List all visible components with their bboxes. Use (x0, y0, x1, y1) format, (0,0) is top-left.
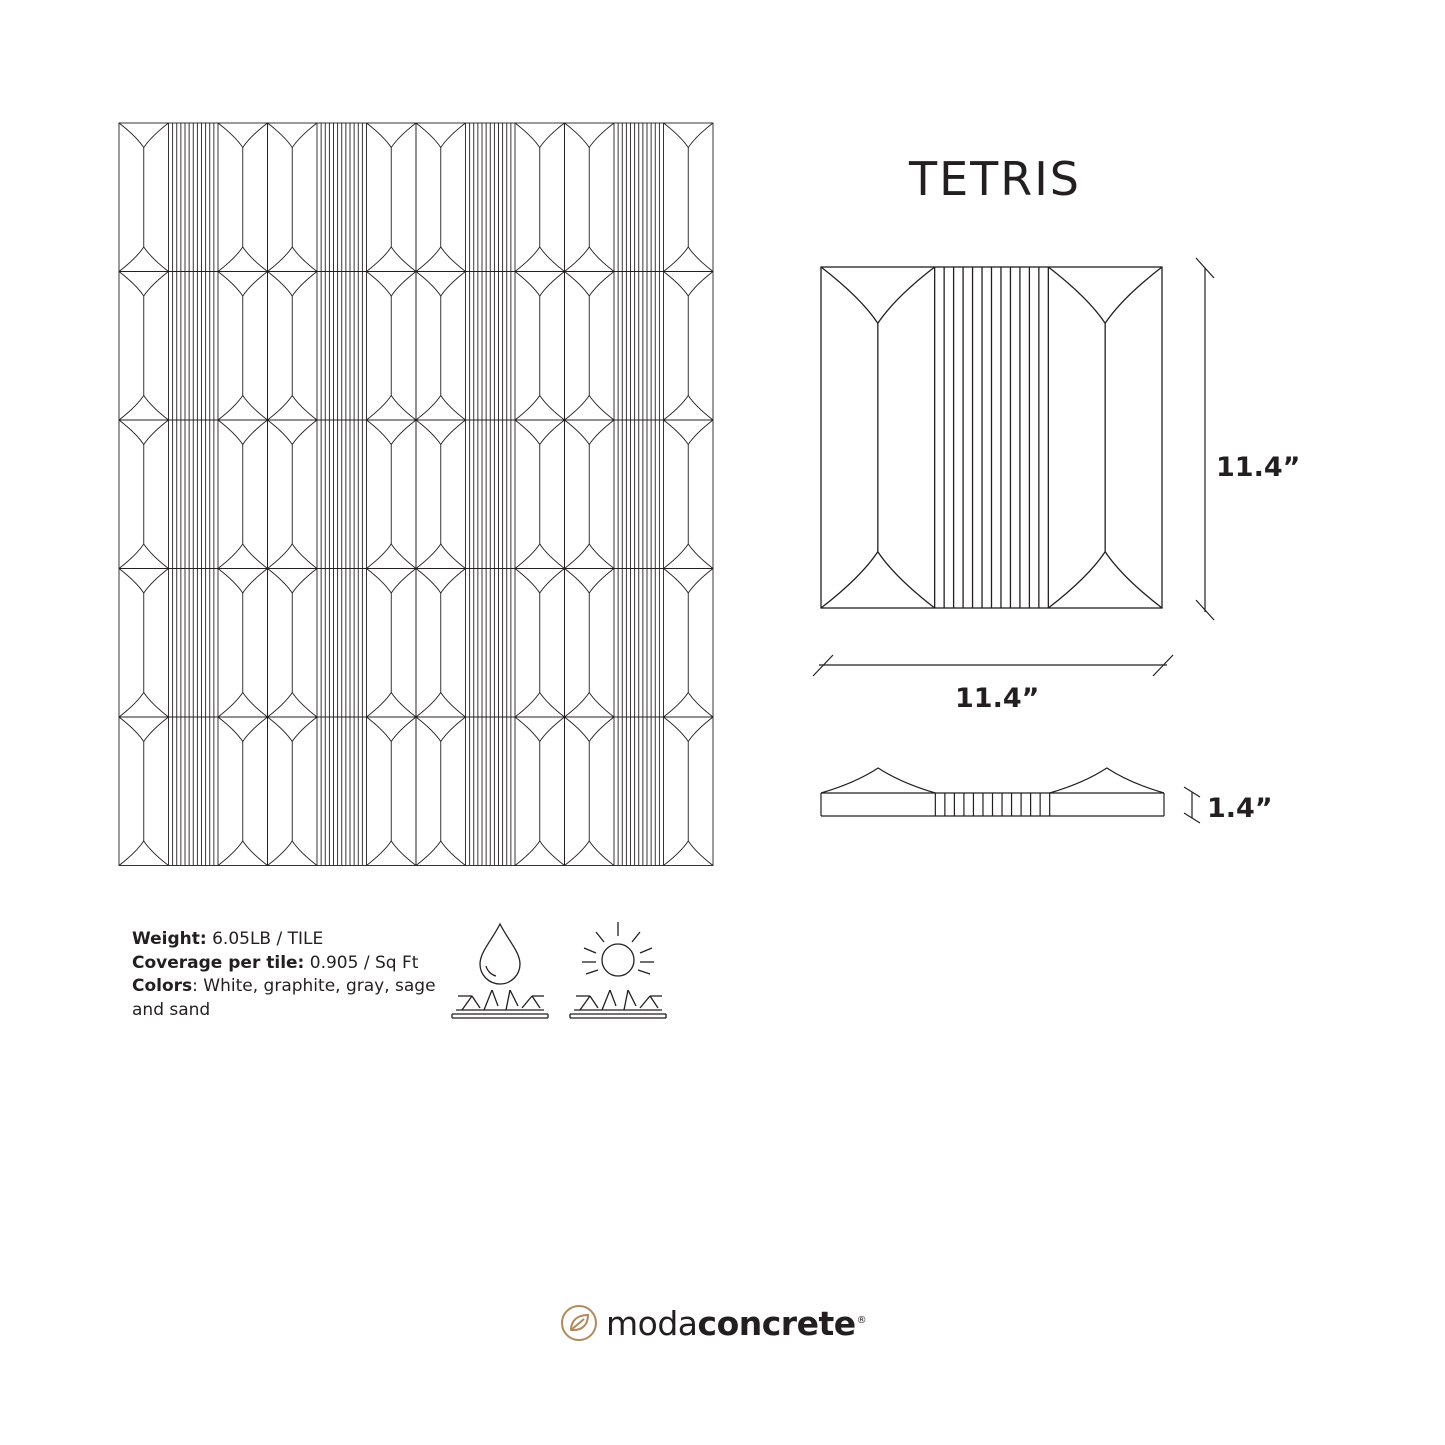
tile-bevel (119, 717, 169, 742)
tile-bevel (367, 123, 417, 148)
tile-bevel (664, 692, 714, 717)
tile-pattern-preview (0, 0, 730, 880)
tile-bevel (218, 420, 268, 445)
pattern-tile (565, 420, 714, 569)
pattern-tile (416, 717, 565, 866)
tile-bevel (367, 569, 417, 594)
product-title: TETRIS (909, 152, 1081, 206)
tile-bevel (664, 247, 714, 272)
pattern-tile (268, 272, 417, 421)
depth-dimension-label: 1.4” (1207, 793, 1273, 824)
tile-bevel (664, 420, 714, 445)
pattern-tile (119, 420, 268, 569)
tile-bevel (367, 395, 417, 420)
weight-spec: Weight: 6.05LB / TILE (132, 929, 324, 949)
pattern-tile (268, 569, 417, 718)
tile-bevel (268, 247, 318, 272)
tile-bevel (268, 395, 318, 420)
tile-bevel (367, 420, 417, 445)
tile-bevel (367, 717, 417, 742)
tile-bevel (565, 692, 615, 717)
tile-bevel (416, 123, 466, 148)
tile-bevel (664, 272, 714, 297)
pattern-tile (416, 420, 565, 569)
tile-bevel (565, 544, 615, 569)
tile-bevel (367, 692, 417, 717)
pattern-tile (416, 272, 565, 421)
tile-bevel (367, 841, 417, 866)
tile-bevel (268, 841, 318, 866)
tile-bevel (119, 420, 169, 445)
tile-bevel (268, 544, 318, 569)
tile-bevel (218, 395, 268, 420)
tile-bevel (119, 692, 169, 717)
pattern-tile (119, 717, 268, 866)
tile-bevel (515, 247, 565, 272)
tile-bevel (664, 841, 714, 866)
tile-bevel (416, 569, 466, 594)
tile-bevel (416, 692, 466, 717)
tile-bevel (416, 717, 466, 742)
tile-bevel (119, 841, 169, 866)
tile-bevel (119, 395, 169, 420)
tile-bevel (664, 123, 714, 148)
tile-bevel (119, 569, 169, 594)
tile-bevel (565, 247, 615, 272)
tile-bevel (416, 247, 466, 272)
tile-bevel (565, 272, 615, 297)
tile-bevel (664, 544, 714, 569)
tile-bevel (664, 569, 714, 594)
tile-bevel (367, 247, 417, 272)
pattern-tile (268, 717, 417, 866)
tile-bevel (1048, 267, 1162, 323)
pattern-tile (416, 123, 565, 272)
tile-side-view (800, 755, 1210, 835)
tile-bevel (119, 123, 169, 148)
tile-bevel (218, 123, 268, 148)
tile-bevel (268, 692, 318, 717)
tile-bevel (268, 123, 318, 148)
tile-bevel (515, 717, 565, 742)
tile-bevel (218, 841, 268, 866)
side-peak (821, 768, 935, 793)
tile-bevel (565, 395, 615, 420)
pattern-tile (268, 420, 417, 569)
front-tile (821, 267, 1162, 608)
tile-bevel (565, 569, 615, 594)
tile-bevel (416, 544, 466, 569)
tile-bevel (1048, 552, 1162, 608)
tile-bevel (218, 247, 268, 272)
pattern-tile (268, 123, 417, 272)
tile-bevel (515, 841, 565, 866)
tile-bevel (218, 272, 268, 297)
pattern-tile (565, 569, 714, 718)
tile-bevel (268, 272, 318, 297)
tile-bevel (367, 544, 417, 569)
pattern-tile (119, 123, 268, 272)
pattern-tile (119, 569, 268, 718)
pattern-tile (416, 569, 565, 718)
tile-bevel (664, 395, 714, 420)
tile-bevel (218, 692, 268, 717)
coverage-spec: Coverage per tile: 0.905 / Sq Ft (132, 952, 419, 973)
tile-bevel (515, 395, 565, 420)
tile-bevel (565, 841, 615, 866)
side-peak (1050, 768, 1164, 793)
brand-name: modaconcrete® (606, 1303, 867, 1343)
water-resistant-icon (448, 918, 552, 1022)
tile-bevel (821, 552, 935, 608)
tile-front-view (800, 250, 1240, 730)
tile-bevel (119, 544, 169, 569)
specifications (132, 928, 452, 1022)
tile-bevel (565, 123, 615, 148)
pattern-tile (565, 123, 714, 272)
colors-spec: Colors: White, graphite, gray, sage and sand (132, 976, 436, 1020)
tile-bevel (218, 544, 268, 569)
tile-bevel (416, 395, 466, 420)
tile-bevel (218, 569, 268, 594)
tile-bevel (515, 692, 565, 717)
uv-resistant-icon (566, 918, 670, 1022)
tile-bevel (268, 717, 318, 742)
tile-bevel (416, 272, 466, 297)
tile-bevel (664, 717, 714, 742)
tile-bevel (367, 272, 417, 297)
tile-bevel (515, 420, 565, 445)
tile-bevel (218, 717, 268, 742)
tile-bevel (515, 544, 565, 569)
brand-logo (558, 1300, 866, 1346)
tile-bevel (515, 123, 565, 148)
tile-bevel (515, 272, 565, 297)
width-dimension-label: 11.4” (955, 683, 1040, 714)
tile-bevel (515, 569, 565, 594)
tile-bevel (821, 267, 935, 323)
height-dimension-label: 11.4” (1216, 452, 1301, 483)
tile-bevel (268, 569, 318, 594)
pattern-tile (565, 717, 714, 866)
pattern-tile (119, 272, 268, 421)
tile-bevel (119, 247, 169, 272)
tile-bevel (268, 420, 318, 445)
tile-bevel (416, 841, 466, 866)
pattern-tile (565, 272, 714, 421)
leaf-logo-icon (558, 1302, 600, 1344)
tile-bevel (565, 717, 615, 742)
tile-bevel (119, 272, 169, 297)
tile-bevel (565, 420, 615, 445)
tile-bevel (416, 420, 466, 445)
